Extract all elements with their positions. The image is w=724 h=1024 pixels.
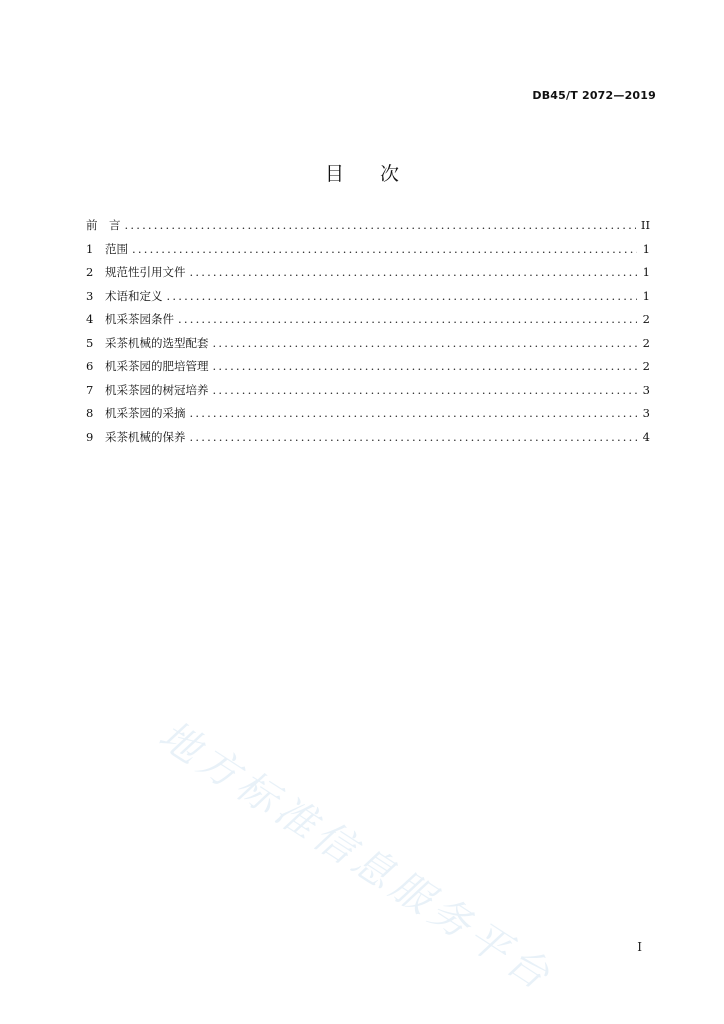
toc-entry-number: 4 — [86, 312, 94, 326]
toc-leader-dots — [167, 289, 638, 303]
toc-entry-6[interactable] — [86, 358, 650, 382]
toc-entry-number: 7 — [86, 382, 94, 397]
toc-entry-number: 9 — [86, 429, 94, 444]
toc-entry-label: 术语和定义 — [105, 288, 163, 303]
toc-entry-page: 1 — [642, 241, 650, 256]
toc-entry-4[interactable] — [86, 311, 650, 335]
toc-leader-dots — [190, 430, 638, 444]
toc-entry-page: 1 — [642, 288, 650, 303]
toc-entry-label: 采茶机械的选型配套 — [105, 335, 209, 350]
toc-leader-dots — [190, 265, 638, 279]
toc-entry-label: 范围 — [105, 241, 128, 256]
toc-leader-dots — [132, 242, 637, 256]
toc-leader-dots — [213, 383, 638, 397]
watermark: 地方标准信息服务平台 — [150, 712, 562, 1002]
toc-entry-label: 规范性引用文件 — [105, 265, 186, 279]
toc-entry-label: 机采茶园的树冠培养 — [105, 382, 209, 397]
toc-entry-3[interactable] — [86, 288, 650, 312]
page-number: I — [637, 940, 642, 954]
standard-code: DB45/T 2072—2019 — [532, 89, 656, 102]
toc-entry-number: 3 — [86, 288, 94, 303]
toc-entry-label: 前 言 — [86, 218, 121, 232]
toc-entry-page: 3 — [642, 406, 650, 420]
toc-entry-8[interactable] — [86, 405, 650, 429]
toc-entry-page: 2 — [642, 359, 650, 373]
toc-leader-dots — [213, 336, 638, 350]
toc-entry-label: 机采茶园的采摘 — [105, 406, 186, 420]
page-title: 目次 — [324, 163, 435, 185]
toc-entry-page: II — [640, 218, 650, 232]
toc-entry-number: 8 — [86, 406, 94, 420]
toc-entry-number: 6 — [86, 359, 94, 373]
toc-leader-dots — [213, 359, 638, 373]
toc-entry-page: 3 — [642, 382, 650, 397]
toc-entry-page: 2 — [642, 335, 650, 350]
toc-entry-number: 1 — [86, 241, 94, 256]
toc-entry-1[interactable] — [86, 241, 650, 265]
toc-entry-page: 4 — [642, 429, 650, 444]
toc-leader-dots — [190, 406, 638, 420]
toc-entry-label: 采茶机械的保养 — [105, 429, 186, 444]
toc-leader-dots — [178, 312, 637, 326]
toc-entry-page: 2 — [642, 312, 650, 326]
toc-entry-number: 2 — [86, 265, 94, 279]
toc-entry-5[interactable] — [86, 335, 650, 359]
table-of-contents — [86, 217, 650, 452]
toc-entry-foreword[interactable] — [86, 217, 650, 241]
toc-entry-label: 机采茶园的肥培管理 — [105, 359, 209, 373]
toc-entry-label: 机采茶园条件 — [105, 312, 174, 326]
toc-entry-7[interactable] — [86, 382, 650, 406]
toc-entry-2[interactable] — [86, 264, 650, 288]
toc-entry-9[interactable] — [86, 429, 650, 453]
toc-leader-dots — [125, 218, 636, 232]
toc-entry-page: 1 — [642, 265, 650, 279]
toc-entry-number: 5 — [86, 335, 94, 350]
